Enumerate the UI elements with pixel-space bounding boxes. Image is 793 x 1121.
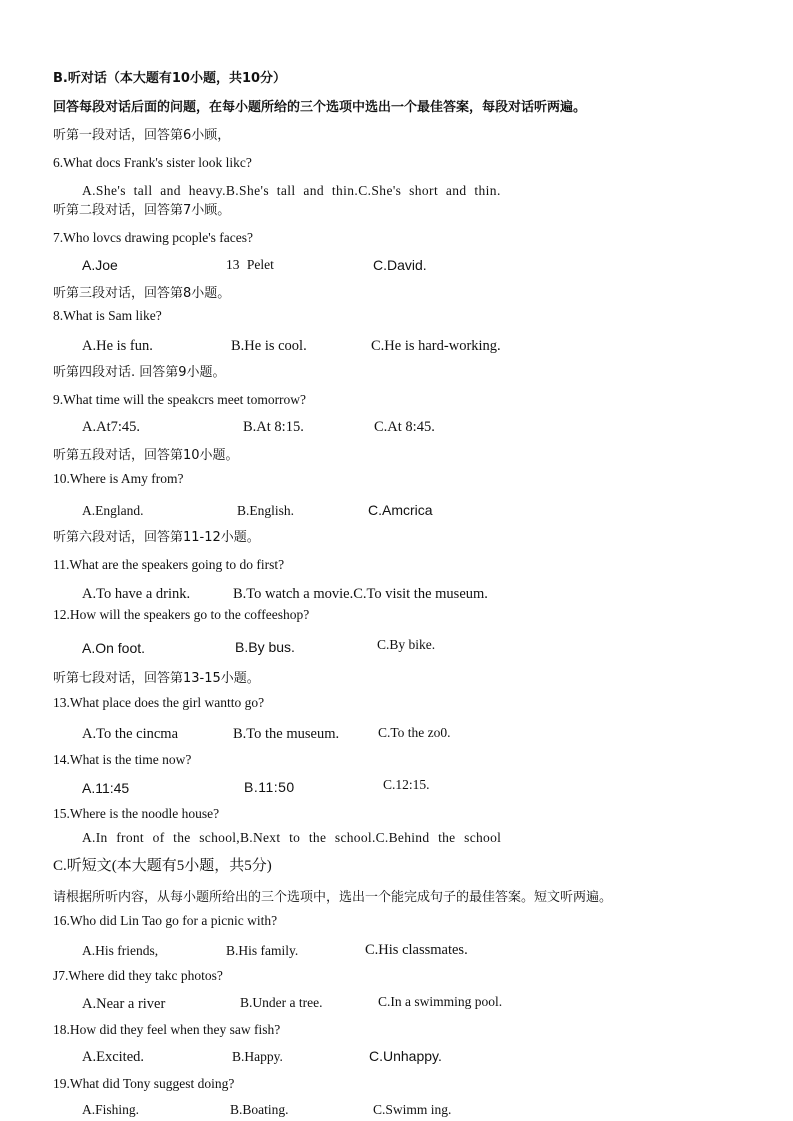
option-b: B.Happy.: [232, 1049, 283, 1064]
option-a: A.He is fun.: [82, 338, 153, 354]
option-a: A.Excited.: [82, 1049, 145, 1065]
option-b: B.11:50: [244, 779, 295, 795]
option-c: C.David.: [373, 257, 427, 273]
question-6-options: A.She's tall and heavy.B.She's tall and thin.C.She's short and thin.: [82, 183, 501, 198]
option-b: B.By bus.: [235, 639, 295, 655]
option-c: C.In a swimming pool.: [378, 994, 503, 1009]
question-8: 8.What is Sam like?: [53, 308, 162, 323]
option-b-c: B.To watch a movie.C.To visit the museum.: [233, 586, 488, 602]
question-16: 16.Who did Lin Tao go for a picnic with?: [53, 913, 278, 928]
question-17: J7.Where did they takc photos?: [53, 968, 223, 983]
option-b: B.Boating.: [230, 1102, 289, 1117]
section-b-title: B.听对话（本大题有10小题，共10分）: [53, 71, 287, 86]
dialogue-heading: 听第二段对话，回答第7小顾。: [53, 203, 231, 218]
dialogue-heading: 听第六段对话，回答第11-12小题。: [53, 530, 260, 545]
question-18: 18.How did they feel when they saw fish?: [53, 1022, 281, 1037]
option-a: A.11:45: [82, 780, 130, 796]
question-11: 11.What are the speakers going to do first?: [53, 557, 285, 572]
dialogue-heading: 听第一段对话，回答第6小顾，: [53, 128, 231, 143]
option-b: B.English.: [237, 503, 295, 518]
option-b: B.He is cool.: [231, 338, 307, 354]
dialogue-heading: 听第五段对话，回答第10小题。: [53, 448, 239, 463]
option-c: C.His classmates.: [365, 942, 468, 958]
section-b-instruction: 回答每段对话后面的问题，在每小题所给的三个选项中选出一个最佳答案，每段对话听两遍。: [53, 100, 587, 115]
question-15: 15.Where is the noodle house?: [53, 806, 220, 821]
option-a: A.England.: [82, 503, 144, 518]
section-c-instruction: 请根据所听内容，从每小题所给出的三个选项中，选出一个能完成句子的最佳答案。短文听两遍。: [53, 890, 613, 905]
question-10: 10.Where is Amy from?: [53, 471, 184, 486]
option-c: C.By bike.: [377, 637, 436, 652]
option-a: A.At7:45.: [82, 419, 140, 435]
section-c-title: C.听短文(本大题有5小题，共5分): [53, 858, 272, 874]
option-a: A.Fishing.: [82, 1102, 140, 1117]
option-b: B.To the museum.: [233, 726, 340, 742]
question-14: 14.What is the time now?: [53, 752, 192, 767]
dialogue-heading: 听第三段对话，回答第8小题。: [53, 286, 231, 301]
dialogue-heading: 听第四段对话. 回答第9小题。: [53, 365, 226, 380]
option-c: C.At 8:45.: [374, 419, 435, 435]
dialogue-heading: 听第七段对话，回答第13-15小题。: [53, 671, 260, 686]
option-b: B.Under a tree.: [240, 995, 323, 1010]
question-15-options: A.In front of the school,B.Next to the school.C.Behind the school: [82, 830, 502, 845]
option-a: A.Joe: [82, 257, 118, 273]
option-b: 13 Pelet: [226, 257, 274, 272]
option-c: C.He is hard-working.: [371, 338, 501, 354]
option-c: C.Swimm ing.: [373, 1102, 452, 1117]
option-b: B.His family.: [226, 943, 299, 958]
question-12: 12.How will the speakers go to the coffeeshop?: [53, 607, 310, 622]
option-a: A.On foot.: [82, 640, 146, 656]
option-c: C.Unhappy.: [369, 1048, 442, 1064]
option-c: C.12:15.: [383, 777, 430, 792]
question-7: 7.Who lovcs drawing pcople's faces?: [53, 230, 253, 245]
question-13: 13.What place does the girl wantto go?: [53, 695, 265, 710]
question-6: 6.What docs Frank's sister look likc?: [53, 155, 252, 170]
question-19: 19.What did Tony suggest doing?: [53, 1076, 235, 1091]
option-c: C.Amcrica: [368, 502, 433, 518]
option-c: C.To the zo0.: [378, 725, 451, 740]
option-a: A.To the cincma: [82, 726, 179, 742]
option-a: A.Near a river: [82, 996, 166, 1012]
option-a: A.To have a drink.: [82, 586, 191, 602]
question-9: 9.What time will the speakcrs meet tomorrow?: [53, 392, 307, 407]
option-b: B.At 8:15.: [243, 419, 304, 435]
option-a: A.His friends,: [82, 943, 159, 958]
